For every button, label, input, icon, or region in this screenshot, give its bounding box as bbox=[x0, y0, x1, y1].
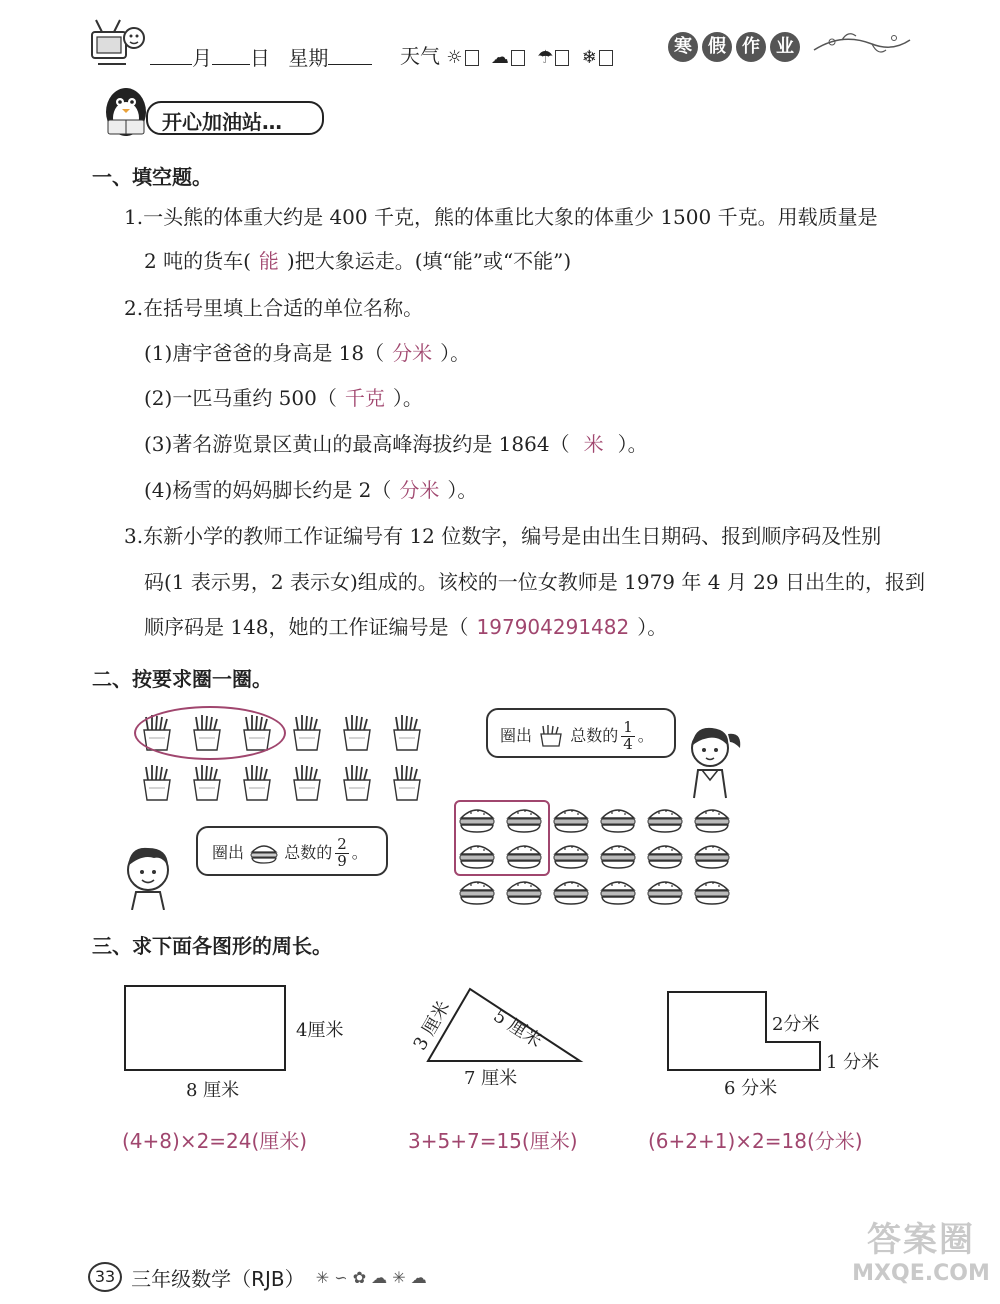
weekday-label: 星期 bbox=[288, 46, 329, 70]
triangle-left-label: 3 厘米 bbox=[409, 997, 455, 1055]
q3-line2: 码(1 表示男，2 表示女)组成的。该校的一位女教师是 1979 年 4 月 29 日出生的，报到 bbox=[144, 570, 925, 594]
section2-title: 二、按要求圈一圈。 bbox=[92, 667, 272, 691]
fraction-two-ninths bbox=[335, 837, 349, 870]
girl-character-icon bbox=[680, 720, 750, 800]
burger-item-icon[interactable] bbox=[693, 878, 731, 906]
q2-item-answer: 千克 bbox=[344, 386, 385, 410]
q1-text: 2 吨的货车( bbox=[144, 249, 251, 273]
q2-item-text: ）。 bbox=[440, 341, 471, 365]
sun-checkbox[interactable] bbox=[465, 50, 479, 66]
lshape-upper-right-label: 2分米 bbox=[772, 1014, 820, 1035]
q2-item-text: (1)唐宇爸爸的身高是 18（ bbox=[144, 341, 385, 365]
bubble-left-text bbox=[212, 837, 368, 870]
triangle-answer: 3+5+7=15(厘米) bbox=[408, 1129, 578, 1153]
rect-side-label: 4厘米 bbox=[296, 1020, 344, 1041]
q3-answer: 197904291482 bbox=[476, 615, 630, 639]
q1-text: )把大象运走。(填“能”或“不能”) bbox=[286, 249, 572, 273]
burger-item-icon[interactable] bbox=[458, 878, 496, 906]
q2-item bbox=[144, 434, 648, 454]
burger-answer-box bbox=[454, 800, 550, 876]
badge-char: 作 bbox=[736, 32, 766, 62]
section3-title: 三、求下面各图形的周长。 bbox=[92, 934, 332, 958]
watermark-url: MXQE.COM bbox=[852, 1261, 990, 1286]
bubble-text: 。 bbox=[637, 725, 654, 745]
sun-icon: ☼ bbox=[446, 47, 463, 68]
weather-row bbox=[400, 40, 613, 69]
weather-label: 天气 bbox=[400, 44, 440, 68]
burger-item-icon[interactable] bbox=[646, 806, 684, 834]
q1-answer: 能 bbox=[258, 249, 279, 273]
fries-item-icon[interactable] bbox=[290, 714, 324, 752]
header-bar bbox=[0, 0, 1000, 80]
q2-item-text: (4)杨雪的妈妈脚长约是 2（ bbox=[144, 478, 392, 502]
q2-item-text: ）。 bbox=[617, 432, 648, 456]
badge-char: 寒 bbox=[668, 32, 698, 62]
rain-checkbox[interactable] bbox=[555, 50, 569, 66]
fries-item-icon[interactable] bbox=[390, 714, 424, 752]
burger-icon bbox=[249, 842, 279, 864]
badge-char: 假 bbox=[702, 32, 732, 62]
burger-item-icon[interactable] bbox=[693, 842, 731, 870]
series-badge bbox=[668, 32, 804, 62]
cloud-icon: ☁ bbox=[490, 47, 509, 68]
page-number: 33 bbox=[88, 1262, 122, 1292]
q3-text: 顺序码是 148，她的工作证编号是（ bbox=[144, 615, 469, 639]
q2-item-answer: 分米 bbox=[399, 478, 440, 502]
q3-line1: 3.东新小学的教师工作证编号有 12 位数字，编号是由出生日期码、报到顺序码及性别 bbox=[124, 524, 882, 548]
section1-title: 一、填空题。 bbox=[92, 165, 212, 189]
cloud-checkbox[interactable] bbox=[511, 50, 525, 66]
fraction-numerator: 2 bbox=[337, 835, 347, 853]
burger-item-icon[interactable] bbox=[552, 878, 590, 906]
q3-line3 bbox=[144, 617, 667, 637]
fraction-denominator: 9 bbox=[337, 851, 347, 870]
burger-item-icon[interactable] bbox=[599, 806, 637, 834]
q2-item-text: (3)著名游览景区黄山的最高峰海拔约是 1864（ bbox=[144, 432, 570, 456]
rain-icon: ☂ bbox=[537, 47, 554, 68]
bubble-text: 。 bbox=[351, 842, 368, 862]
q2-item-text: (2)一匹马重约 500（ bbox=[144, 386, 337, 410]
book-title: 三年级数学（RJB） bbox=[131, 1266, 305, 1291]
date-line bbox=[150, 42, 372, 71]
rect-bottom-label: 8 厘米 bbox=[186, 1080, 240, 1101]
rect-answer: (4+8)×2=24(厘米) bbox=[122, 1129, 308, 1153]
triangle-right-label: 5 厘米 bbox=[489, 1005, 546, 1053]
snow-icon: ❄ bbox=[581, 47, 597, 68]
tv-mascot-icon bbox=[88, 14, 148, 74]
fries-item-icon[interactable] bbox=[340, 714, 374, 752]
floral-ornament-icon bbox=[812, 22, 912, 62]
boy-character-icon bbox=[118, 840, 178, 910]
burger-item-icon[interactable] bbox=[693, 806, 731, 834]
watermark bbox=[846, 1212, 996, 1286]
month-label: 月 bbox=[192, 46, 212, 70]
watermark-logo: 答案圈 bbox=[867, 1220, 975, 1260]
q2-item-answer: 米 bbox=[583, 432, 604, 456]
q2-item-text: ）。 bbox=[447, 478, 478, 502]
fries-item-icon[interactable] bbox=[190, 764, 224, 802]
burger-item-icon[interactable] bbox=[552, 842, 590, 870]
fries-icon bbox=[537, 724, 565, 748]
burger-item-icon[interactable] bbox=[646, 878, 684, 906]
lshape-lower-right-label: 1 分米 bbox=[826, 1052, 880, 1073]
badge-char: 业 bbox=[770, 32, 800, 62]
q2-title: 2.在括号里填上合适的单位名称。 bbox=[124, 296, 424, 320]
q1-line2 bbox=[144, 251, 571, 271]
fraction-denominator: 4 bbox=[623, 734, 633, 753]
fraction-numerator: 1 bbox=[623, 718, 633, 736]
q2-item bbox=[144, 388, 423, 408]
burger-item-icon[interactable] bbox=[599, 878, 637, 906]
q2-item bbox=[144, 343, 470, 363]
fries-answer-circle bbox=[134, 706, 286, 760]
bubble-right bbox=[486, 708, 676, 758]
footer bbox=[88, 1262, 427, 1292]
triangle-bottom-label: 7 厘米 bbox=[464, 1068, 518, 1089]
sparkle-ornament-icon: ✳ ∽ ✿ ☁ ✳ ☁ bbox=[315, 1267, 427, 1287]
q3-text: ）。 bbox=[637, 615, 668, 639]
burger-item-icon[interactable] bbox=[552, 806, 590, 834]
bubble-left bbox=[196, 826, 388, 876]
banner-box bbox=[146, 101, 324, 135]
banner-title: 开心加油站… bbox=[162, 110, 282, 134]
snow-checkbox[interactable] bbox=[599, 50, 613, 66]
q2-item-answer: 分米 bbox=[392, 341, 433, 365]
q2-item-text: ）。 bbox=[392, 386, 423, 410]
q2-item bbox=[144, 480, 477, 500]
q1-line1: 1.一头熊的体重大约是 400 千克，熊的体重比大象的体重少 1500 千克。用载质量是 bbox=[124, 205, 878, 229]
lshape-bottom-label: 6 分米 bbox=[724, 1078, 778, 1099]
fries-item-icon[interactable] bbox=[290, 764, 324, 802]
lshape-answer: (6+2+1)×2=18(分米) bbox=[648, 1129, 863, 1153]
bubble-text: 圈出 bbox=[500, 725, 533, 745]
fries-item-icon[interactable] bbox=[390, 764, 424, 802]
fraction-one-quarter bbox=[621, 720, 635, 753]
bubble-text: 圈出 bbox=[212, 842, 245, 862]
bubble-text: 总数的 bbox=[284, 842, 333, 862]
bubble-right-text bbox=[500, 720, 654, 753]
fries-item-icon[interactable] bbox=[140, 764, 174, 802]
burger-item-icon[interactable] bbox=[599, 842, 637, 870]
day-label: 日 bbox=[250, 46, 270, 70]
fries-item-icon[interactable] bbox=[240, 764, 274, 802]
burger-item-icon[interactable] bbox=[646, 842, 684, 870]
rectangle-shape bbox=[124, 985, 286, 1071]
burger-item-icon[interactable] bbox=[505, 878, 543, 906]
bubble-text: 总数的 bbox=[570, 725, 619, 745]
fries-item-icon[interactable] bbox=[340, 764, 374, 802]
